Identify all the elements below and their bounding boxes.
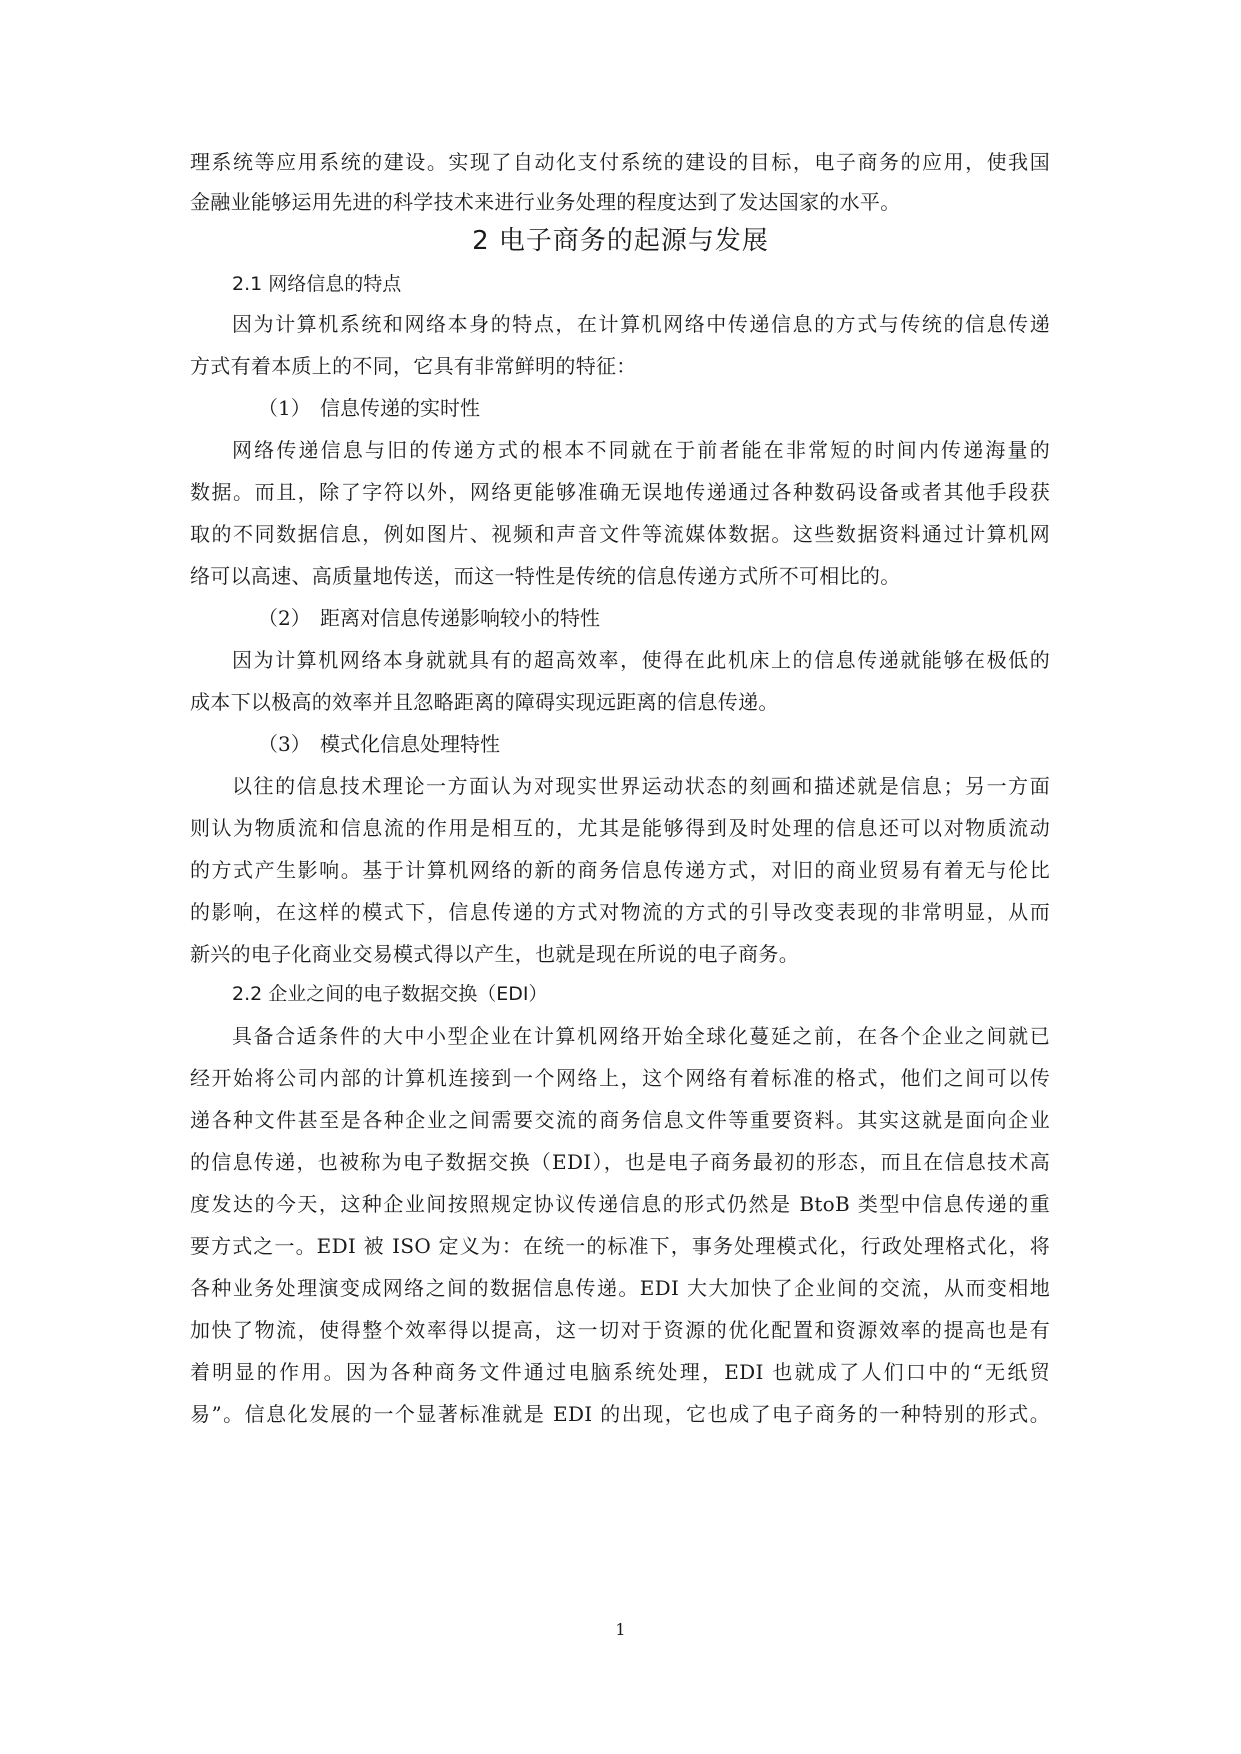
subsection-heading-2-2: 2.2 企业之间的电子数据交换（EDI） [232,983,548,1005]
paragraph-line: 因为计算机系统和网络本身的特点，在计算机网络中传递信息的方式与传统的信息传递 [232,312,1050,336]
paragraph-line: 加快了物流，使得整个效率得以提高，这一切对于资源的优化配置和资源效率的提高也是有 [190,1318,1050,1342]
paragraph-line: 各种业务处理演变成网络之间的数据信息传递。EDI 大大加快了企业间的交流，从而变相地 [190,1276,1050,1300]
paragraph-line: 因为计算机网络本身就就具有的超高效率，使得在此机床上的信息传递就能够在极低的 [232,648,1050,672]
intro-line-2: 金融业能够运用先进的科学技术来进行业务处理的程度达到了发达国家的水平。 [190,190,901,214]
paragraph-line: 着明显的作用。因为各种商务文件通过电脑系统处理，EDI 也就成了人们口中的“无纸贸 [190,1360,1050,1384]
page-number: 1 [615,1620,626,1639]
paragraph-line: 递各种文件甚至是各种企业之间需要交流的商务信息文件等重要资料。其实这就是面向企业 [190,1108,1050,1132]
list-item-3 [258,730,500,758]
paragraph-line: 具备合适条件的大中小型企业在计算机网络开始全球化蔓延之前，在各个企业之间就已 [232,1024,1050,1048]
list-item-number: （2） [258,606,311,630]
paragraph-line: 新兴的电子化商业交易模式得以产生，也就是现在所说的电子商务。 [190,942,799,966]
paragraph-line: 网络传递信息与旧的传递方式的根本不同就在于前者能在非常短的时间内传递海量的 [232,438,1050,462]
list-item-1 [258,394,480,422]
paragraph-line: 要方式之一。EDI 被 ISO 定义为：在统一的标准下，事务处理模式化，行政处理格式化，将 [190,1234,1050,1258]
paragraph-line: 经开始将公司内部的计算机连接到一个网络上，这个网络有着标准的格式，他们之间可以传 [190,1066,1050,1090]
list-item-2 [258,604,600,632]
paragraph-line: 成本下以极高的效率并且忽略距离的障碍实现远距离的信息传递。 [190,690,779,714]
paragraph-line: 以往的信息技术理论一方面认为对现实世界运动状态的刻画和描述就是信息；另一方面 [232,774,1050,798]
paragraph-line: 取的不同数据信息，例如图片、视频和声音文件等流媒体数据。这些数据资料通过计算机网 [190,522,1050,546]
intro-line-1: 理系统等应用系统的建设。实现了自动化支付系统的建设的目标，电子商务的应用，使我国 [190,150,1050,174]
list-item-label: 信息传递的实时性 [320,396,480,420]
paragraph-line: 易”。信息化发展的一个显著标准就是 EDI 的出现，它也成了电子商务的一种特别的形式。 [190,1402,1050,1426]
list-item-label: 模式化信息处理特性 [320,732,500,756]
paragraph-line: 度发达的今天，这种企业间按照规定协议传递信息的形式仍然是 BtoB 类型中信息传递的重 [190,1192,1050,1216]
paragraph-line: 方式有着本质上的不同，它具有非常鲜明的特征： [190,354,637,378]
paragraph-line: 的信息传递，也被称为电子数据交换（EDI），也是电子商务最初的形态，而且在信息技术高 [190,1150,1050,1174]
paragraph-line: 的方式产生影响。基于计算机网络的新的商务信息传递方式，对旧的商业贸易有着无与伦比 [190,858,1050,882]
paragraph-line: 则认为物质流和信息流的作用是相互的，尤其是能够得到及时处理的信息还可以对物质流动 [190,816,1050,840]
list-item-label: 距离对信息传递影响较小的特性 [320,606,600,630]
section-title: 2 电子商务的起源与发展 [472,226,769,256]
paragraph-line: 的影响，在这样的模式下，信息传递的方式对物流的方式的引导改变表现的非常明显，从而 [190,900,1050,924]
paragraph-line: 数据。而且，除了字符以外，网络更能够准确无误地传递通过各种数码设备或者其他手段获 [190,480,1050,504]
list-item-number: （3） [258,732,311,756]
subsection-heading-2-1: 2.1 网络信息的特点 [232,273,402,295]
list-item-number: （1） [258,396,311,420]
paragraph-line: 络可以高速、高质量地传送，而这一特性是传统的信息传递方式所不可相比的。 [190,564,901,588]
